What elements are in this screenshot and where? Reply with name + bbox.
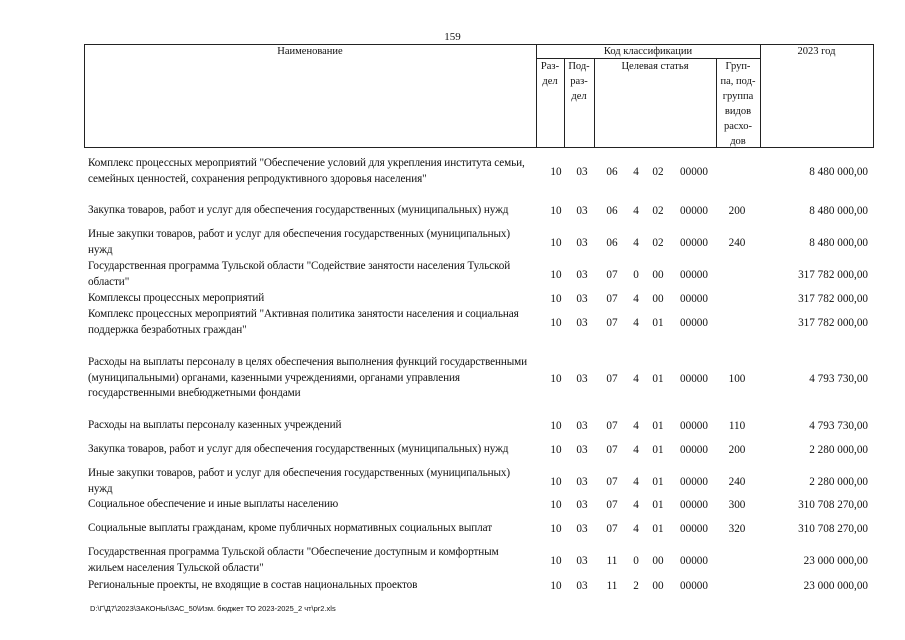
table-row — [88, 347, 878, 410]
cell-t1: 11 — [606, 579, 618, 592]
cell-t3: 02 — [652, 237, 664, 249]
cell-rz: 10 — [550, 475, 562, 488]
cell-t2: 0 — [633, 555, 639, 567]
cell-sum: 8 480 000,00 — [809, 205, 868, 217]
cell-pr: 03 — [576, 475, 588, 488]
cell-t2: 4 — [633, 205, 639, 217]
cell-t2: 2 — [633, 579, 639, 592]
cell-sum: 23 000 000,00 — [803, 555, 868, 567]
cell-t1: 06 — [606, 165, 618, 178]
cell-sum: 317 782 000,00 — [798, 317, 868, 329]
cell-sum: 8 480 000,00 — [809, 237, 868, 249]
table-header — [84, 44, 874, 148]
cell-rz: 10 — [550, 420, 562, 432]
cell-t3: 01 — [652, 444, 664, 456]
cell-t3: 02 — [652, 205, 664, 217]
row-name: Государственная программа Тульской области "Обеспечение доступным и комфортным жильем населения Тульской области" — [88, 546, 499, 574]
cell-t1: 07 — [606, 475, 618, 488]
cell-t1: 07 — [606, 444, 618, 456]
cell-pr: 03 — [576, 499, 588, 511]
cell-t2: 4 — [633, 420, 639, 432]
table-row — [88, 259, 878, 291]
row-name: Государственная программа Тульской области "Содействие занятости населения Тульской области" — [88, 260, 511, 288]
table-row — [88, 577, 878, 594]
table-row — [88, 195, 878, 227]
cell-sum: 2 280 000,00 — [809, 475, 868, 488]
row-name: Иные закупки товаров, работ и услуг для обеспечения государственных (муниципальных) нужд — [88, 228, 511, 256]
cell-rz: 10 — [550, 555, 562, 567]
cell-vr: 320 — [728, 523, 746, 535]
cell-pr: 03 — [576, 269, 588, 281]
cell-vr: 110 — [728, 420, 746, 432]
cell-pr: 03 — [576, 165, 588, 178]
cell-t4: 00000 — [680, 372, 708, 385]
header-year: 2023 год — [797, 46, 836, 57]
cell-t2: 4 — [633, 317, 639, 329]
cell-t3: 02 — [652, 165, 664, 178]
table-row — [88, 227, 878, 259]
cell-t4: 00000 — [680, 165, 708, 178]
cell-t1: 06 — [606, 237, 618, 249]
cell-t1: 07 — [606, 420, 618, 432]
cell-t4: 00000 — [680, 523, 708, 535]
cell-pr: 03 — [576, 444, 588, 456]
table-row — [88, 497, 878, 513]
row-name: Закупка товаров, работ и услуг для обеспечения государственных (муниципальных) нужд — [88, 204, 509, 217]
table-row — [88, 434, 878, 466]
cell-t1: 07 — [606, 372, 618, 385]
cell-vr: 300 — [728, 499, 746, 511]
cell-t2: 0 — [633, 269, 639, 281]
cell-sum: 8 480 000,00 — [809, 165, 868, 178]
cell-vr: 240 — [728, 237, 746, 249]
cell-t3: 01 — [652, 475, 664, 488]
cell-t2: 4 — [633, 372, 639, 385]
cell-t1: 07 — [606, 523, 618, 535]
cell-rz: 10 — [550, 499, 562, 511]
cell-t1: 07 — [606, 269, 618, 281]
cell-sum: 310 708 270,00 — [798, 523, 868, 535]
cell-t2: 4 — [633, 523, 639, 535]
cell-t4: 00000 — [680, 317, 708, 329]
cell-pr: 03 — [576, 420, 588, 432]
cell-t2: 4 — [633, 165, 639, 178]
cell-t4: 00000 — [680, 420, 708, 432]
cell-rz: 10 — [550, 269, 562, 281]
row-name: Комплексы процессных мероприятий — [88, 292, 265, 305]
cell-t4: 00000 — [680, 237, 708, 249]
page-number: 159 — [444, 31, 461, 43]
row-name: Иные закупки товаров, работ и услуг для обеспечения государственных (муниципальных) нужд — [88, 466, 511, 495]
cell-t4: 00000 — [680, 269, 708, 281]
cell-t4: 00000 — [680, 205, 708, 217]
cell-t3: 01 — [652, 499, 664, 511]
cell-t4: 00000 — [680, 293, 708, 305]
cell-t1: 07 — [606, 317, 618, 329]
cell-sum: 317 782 000,00 — [798, 293, 868, 305]
cell-sum: 23 000 000,00 — [803, 579, 868, 592]
row-name: Расходы на выплаты персоналу казенных учреждений — [88, 419, 342, 432]
cell-t1: 07 — [606, 293, 618, 305]
cell-vr: 100 — [728, 372, 746, 385]
header-target: Целевая статья — [621, 61, 689, 72]
row-name: Региональные проекты, не входящие в состав национальных проектов — [88, 578, 418, 591]
cell-pr: 03 — [576, 317, 588, 329]
cell-sum: 2 280 000,00 — [809, 444, 868, 456]
cell-t2: 4 — [633, 293, 639, 305]
table-row — [88, 148, 878, 195]
code-divider — [760, 44, 761, 148]
row-name: Комплекс процессных мероприятий "Обеспечение условий для укрепления института семьи, семейных ценностей, сохранения репродуктивного здоровья населения" — [88, 156, 525, 185]
cell-t4: 00000 — [680, 444, 708, 456]
cell-t3: 00 — [652, 555, 664, 567]
row-name: Социальные выплаты гражданам, кроме публичных нормативных социальных выплат — [88, 522, 492, 535]
cell-pr: 03 — [576, 205, 588, 217]
cell-t4: 00000 — [680, 499, 708, 511]
cell-t1: 06 — [606, 205, 618, 217]
row-name: Социальное обеспечение и иные выплаты населению — [88, 498, 339, 511]
cell-sum: 4 793 730,00 — [809, 420, 868, 432]
cell-t3: 00 — [652, 293, 664, 305]
row-name: Расходы на выплаты персоналу в целях обеспечения выполнения функций государственными (муниципальными) органами, казенными учреждениями, органами управления государственными внебюджетными фондами — [88, 355, 528, 400]
cell-t4: 00000 — [680, 555, 708, 567]
row-name: Закупка товаров, работ и услуг для обеспечения государственных (муниципальных) нужд — [88, 443, 509, 456]
cell-t2: 4 — [633, 237, 639, 249]
cell-t3: 01 — [652, 372, 664, 385]
cell-sum: 317 782 000,00 — [798, 269, 868, 281]
cell-rz: 10 — [550, 523, 562, 535]
cell-sum: 4 793 730,00 — [809, 372, 868, 385]
table-row — [88, 513, 878, 545]
cell-rz: 10 — [550, 165, 562, 178]
table-row — [88, 545, 878, 577]
cell-t3: 01 — [652, 420, 664, 432]
header-right-rule — [873, 44, 874, 148]
cell-pr: 03 — [576, 555, 588, 567]
cell-pr: 03 — [576, 293, 588, 305]
file-path-footer: D:\Г\Д7\2023\ЗАКОНЫ\ЗАС_50\Изм. бюджет ТО 2023-2025_2 чт\pr2.xls — [90, 604, 336, 613]
cell-rz: 10 — [550, 444, 562, 456]
header-section: Раз- дел — [540, 61, 560, 87]
cell-t2: 4 — [633, 444, 639, 456]
cell-t3: 01 — [652, 523, 664, 535]
cell-t1: 11 — [606, 555, 618, 567]
cell-vr: 200 — [728, 444, 746, 456]
table-body — [88, 148, 878, 594]
cell-vr: 240 — [728, 475, 746, 488]
cell-t2: 4 — [633, 475, 639, 488]
cell-t3: 01 — [652, 317, 664, 329]
cell-t4: 00000 — [680, 579, 708, 592]
cell-t3: 00 — [652, 269, 664, 281]
table-row — [88, 466, 878, 497]
cell-t3: 00 — [652, 579, 664, 592]
header-subsection: Под- раз- дел — [568, 61, 590, 102]
cell-pr: 03 — [576, 523, 588, 535]
header-group: Груп- па, под- группа видов расхо- дов — [720, 61, 756, 147]
cell-rz: 10 — [550, 293, 562, 305]
cell-rz: 10 — [550, 237, 562, 249]
cell-pr: 03 — [576, 579, 588, 592]
header-left-rule — [84, 44, 85, 148]
cell-sum: 310 708 270,00 — [798, 499, 868, 511]
cell-vr: 200 — [728, 205, 746, 217]
table-row — [88, 307, 878, 339]
cell-pr: 03 — [576, 237, 588, 249]
cell-rz: 10 — [550, 205, 562, 217]
cell-t1: 07 — [606, 499, 618, 511]
cell-t4: 00000 — [680, 475, 708, 488]
header-code: Код классификации — [603, 46, 693, 57]
cell-rz: 10 — [550, 372, 562, 385]
table-row — [88, 418, 878, 434]
row-name: Комплекс процессных мероприятий "Активная политика занятости населения и социальная поддержка безработных граждан" — [88, 308, 519, 336]
table-row — [88, 291, 878, 307]
cell-rz: 10 — [550, 579, 562, 592]
header-name: Наименование — [277, 46, 343, 57]
cell-rz: 10 — [550, 317, 562, 329]
cell-pr: 03 — [576, 372, 588, 385]
cell-t2: 4 — [633, 499, 639, 511]
